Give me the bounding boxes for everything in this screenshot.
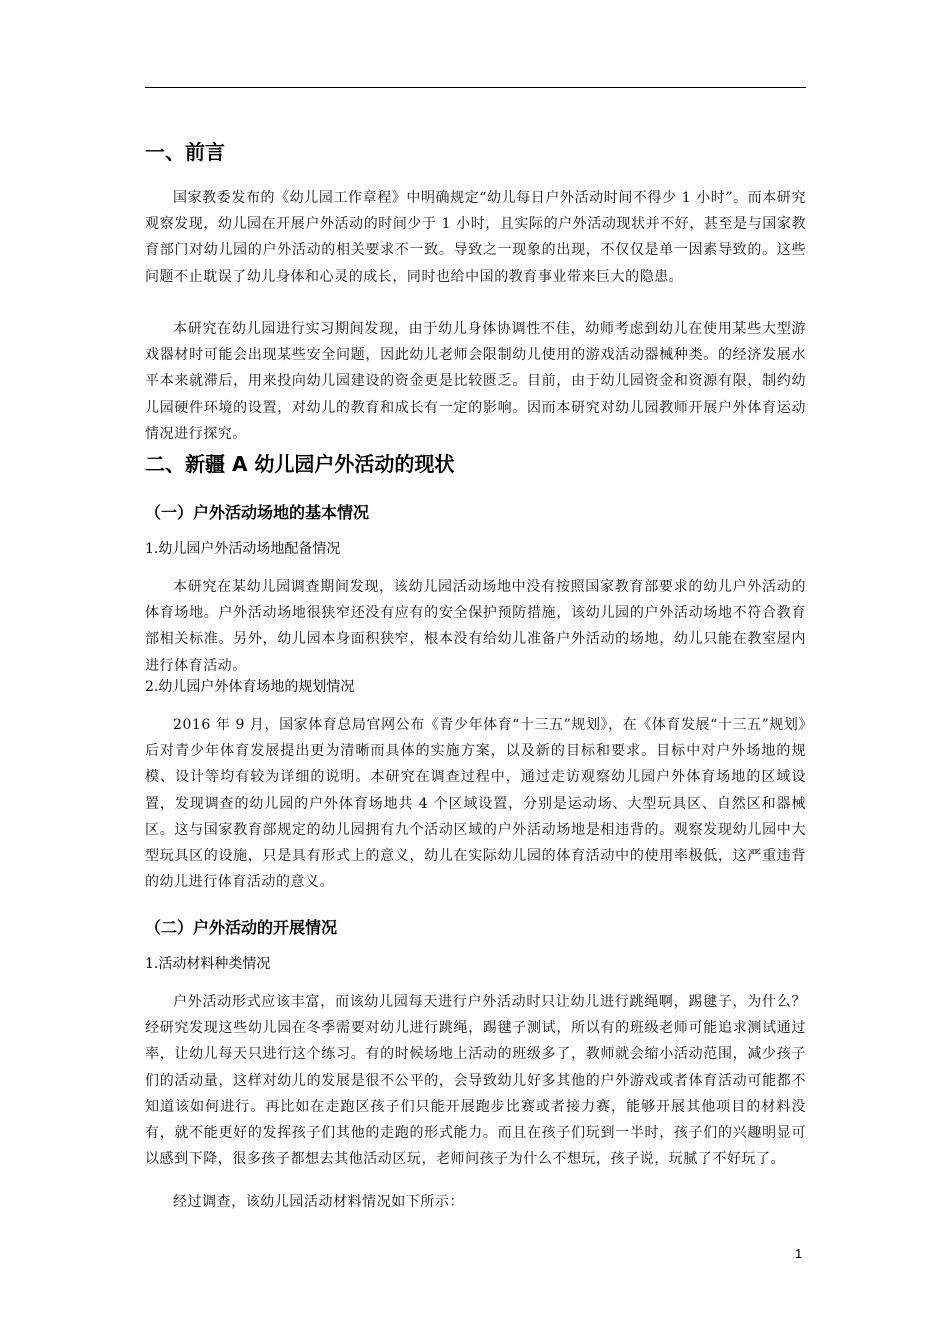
venue-planning-paragraph: 2016 年 9 月，国家体育总局官网公布《青少年体育“十三五”规划》，在《体育发展“十三五”规划》后对青少年体育发展提出更为清晰而具体的实施方案，以及新的目标和要求。目标中对户外场地的规模、设计等均有较为详细的说明。本研究在调查过程中，通过走访观察幼儿园户外体育场地的区域设置，发现调查的幼儿园的户外体育场地共 4 个区域设置，分别是运动场、大型玩具区、自然区和器械区。这与国家教育部规定的幼儿园拥有九个活动区域的户外活动场地是相违背的。观察发现幼儿园中大型玩具区的设施，只是具有形式上的意义，幼儿在实际幼儿园的体育活动中的使用率极低，这严重违背的幼儿进行体育活动的意义。 <box>145 717 806 891</box>
section-heading-status: 二、新疆 A 幼儿园户外活动的现状 <box>145 452 455 476</box>
preface-paragraph-1: 国家教委发布的《幼儿园工作章程》中明确规定“幼儿每日户外活动时间不得少 1 小时”。而本研究观察发现，幼儿园在开展户外活动的时间少于 1 小时，且实际的户外活动现状并不好，甚至是与国家教育部门对幼儿园的户外活动的相关要求不一致。导致之一现象的出现，不仅仅是单一因素导致的。这些问题不止耽误了幼儿身体和心灵的成长，同时也给中国的教育事业带来巨大的隐患。 <box>145 190 806 285</box>
section-heading-preface: 一、前言 <box>145 140 225 164</box>
venue-equipment-paragraph: 本研究在某幼儿园调查期间发现，该幼儿园活动场地中没有按照国家教育部要求的幼儿户外活动的体育场地。户外活动场地很狭窄还没有应有的安全保护预防措施，该幼儿园的户外活动场地不符合教育部相关标准。另外，幼儿园本身面积狭窄，根本没有给幼儿准备户外活动的场地，幼儿只能在教室屋内进行体育活动。 <box>145 579 806 674</box>
item-heading-venue-planning: 2.幼儿园户外体育场地的规划情况 <box>145 679 355 695</box>
item-heading-materials: 1.活动材料种类情况 <box>145 956 271 972</box>
subsection-heading-activities: （二）户外活动的开展情况 <box>145 918 338 937</box>
materials-paragraph-1: 户外活动形式应该丰富，而该幼儿园每天进行户外活动时只让幼儿进行跳绳啊，踢毽子，为什么？经研究发现这些幼儿园在冬季需要对幼儿进行跳绳，踢毽子测试，所以有的班级老师可能追求测试通过率，让幼儿每天只进行这个练习。有的时候场地上活动的班级多了，教师就会缩小活动范围，减少孩子们的活动量，这样对幼儿的发展是很不公平的，会导致幼儿好多其他的户外游戏或者体育活动可能都不知道该如何进行。再比如在走跑区孩子们只能开展跑步比赛或者接力赛，能够开展其他项目的材料没有，就不能更好的发挥孩子们其他的走跑的形式能力。而且在孩子们玩到一半时，孩子们的兴趣明显可以感到下降，很多孩子都想去其他活动区玩，老师问孩子为什么不想玩，孩子说，玩腻了不好玩了。 <box>145 994 806 1168</box>
item-heading-venue-equipment: 1.幼儿园户外活动场地配备情况 <box>145 541 341 557</box>
page-number: 1 <box>795 1246 803 1261</box>
preface-paragraph-2: 本研究在幼儿园进行实习期间发现，由于幼儿身体协调性不佳，幼师考虑到幼儿在使用某些大型游戏器材时可能会出现某些安全问题，因此幼儿老师会限制幼儿使用的游戏活动器械种类。的经济发展水平本来就滞后，用来投向幼儿园建设的资金更是比较匮乏。目前，由于幼儿园资金和资源有限，制约幼儿园硬件环境的设置，对幼儿的教育和成长有一定的影响。因而本研究对幼儿园教师开展户外体育运动情况进行探究。 <box>145 321 806 442</box>
subsection-heading-venue: （一）户外活动场地的基本情况 <box>145 503 370 522</box>
header-rule <box>145 87 806 88</box>
materials-paragraph-2: 经过调查，该幼儿园活动材料情况如下所示： <box>173 1194 464 1210</box>
